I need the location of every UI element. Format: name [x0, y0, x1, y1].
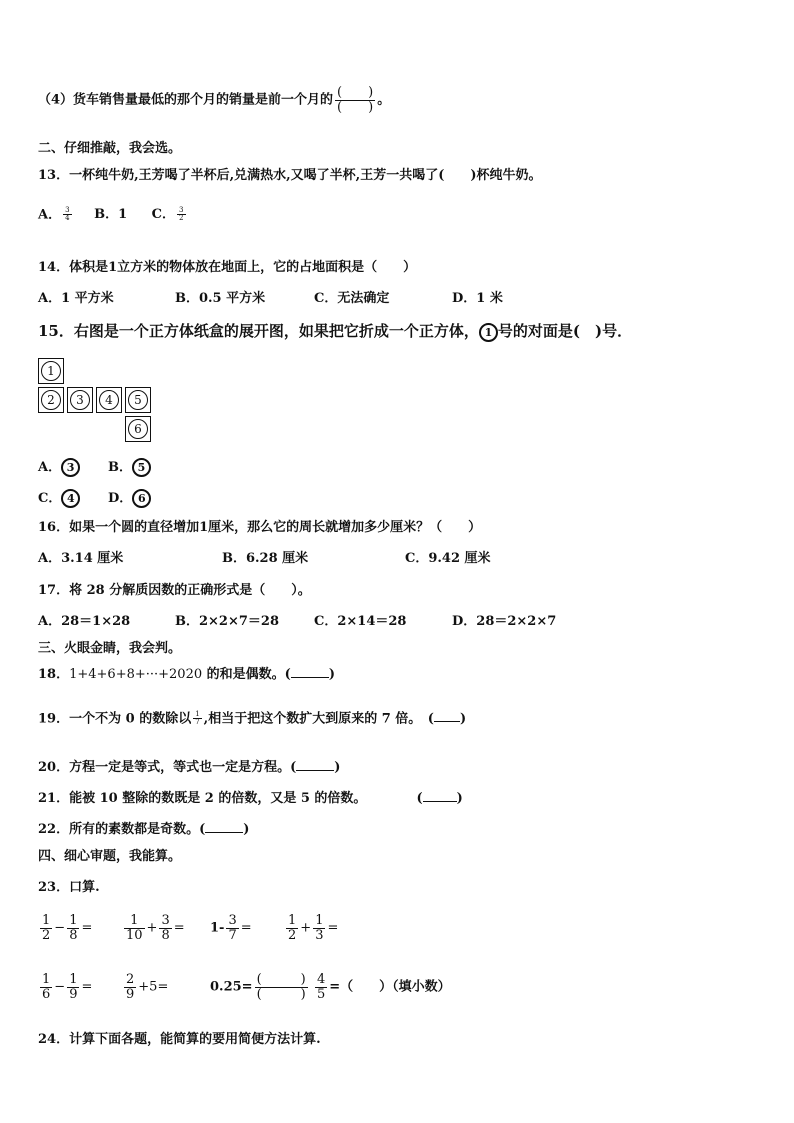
- question-14-option-d: D．1 米: [452, 291, 503, 306]
- operand: 1-: [210, 920, 225, 936]
- paren: ): [459, 711, 467, 727]
- numerator: ( ): [256, 972, 306, 987]
- question-16-option-c: C．9.42 厘米: [405, 551, 491, 566]
- question-text: ,相当于把这个数扩大到原来的 7 倍。 (: [203, 711, 434, 727]
- paren: ): [243, 822, 250, 837]
- denominator: 4: [65, 214, 70, 223]
- answer-blank[interactable]: [423, 801, 457, 802]
- question-17-option-d: D．28＝2×2×7: [452, 614, 557, 629]
- equals: =: [81, 920, 93, 936]
- mental-math-6: [122, 973, 168, 1001]
- question-15-option-a: [38, 458, 80, 477]
- question-17: 17．将 28 分解质因数的正确形式是（ ）。: [38, 583, 311, 598]
- question-17-option-b: B．2×2×7＝28: [175, 614, 280, 629]
- math-expression: 1+4+6+8+···+2020: [69, 667, 203, 682]
- circled-number: 4: [61, 489, 80, 508]
- question-16: 16．如果一个圆的直径增加1厘米，那么它的周长就增加多少厘米？（ ）: [38, 520, 482, 535]
- option-label: C．: [38, 491, 62, 506]
- numerator: 3: [161, 913, 170, 928]
- denominator: 9: [69, 986, 78, 1002]
- numerator: 1: [195, 710, 200, 718]
- fraction-one-seventh: [193, 711, 201, 727]
- denominator: 3: [315, 927, 324, 943]
- circled-number: 5: [132, 458, 151, 477]
- question-text: 22．所有的素数都是奇数。(: [38, 822, 206, 837]
- numerator: 3: [65, 206, 70, 214]
- denominator: ( ): [337, 99, 374, 115]
- equals: =: [327, 920, 339, 936]
- question-text: 号的对面是( )号．: [497, 322, 633, 340]
- question-14-option-b: B．0.5 平方米: [175, 291, 266, 306]
- mental-math-5: [38, 973, 92, 1001]
- question-text: （4）货车销售量最低的那个月的销量是前一个月的: [38, 92, 334, 108]
- numerator: 1: [130, 913, 139, 928]
- mental-math-4: [284, 914, 338, 942]
- equals: =: [240, 920, 252, 936]
- question-17-option-a: A．28＝1×28: [38, 614, 131, 629]
- numerator: 1: [42, 972, 51, 987]
- numerator: 1: [69, 972, 78, 987]
- face-number: 6: [128, 419, 148, 439]
- question-23-title: 23．口算.: [38, 880, 100, 895]
- option-a-label: A．: [38, 207, 62, 223]
- fraction-blank: [335, 86, 375, 114]
- question-number: 18．: [38, 667, 70, 682]
- operator: +5=: [138, 979, 169, 995]
- numerator: 2: [126, 972, 135, 987]
- fraction: [40, 914, 52, 942]
- mental-math-1: [38, 914, 92, 942]
- answer-blank[interactable]: [296, 770, 334, 771]
- question-24: 24．计算下面各题，能简算的要用简便方法计算.: [38, 1032, 321, 1047]
- numerator: 3: [179, 206, 184, 214]
- fraction: [286, 914, 298, 942]
- denominator: 7: [195, 718, 200, 727]
- numerator: 4: [317, 972, 326, 987]
- section-4-heading: 四、细心审题，我能算。: [38, 849, 182, 864]
- question-16-option-a: A．3.14 厘米: [38, 551, 124, 566]
- circled-number: 1: [479, 323, 498, 342]
- question-15-option-d: [108, 489, 151, 508]
- operator: −: [54, 979, 66, 995]
- numerator: 1: [42, 913, 51, 928]
- question-19: [38, 711, 466, 727]
- net-face-6: [125, 416, 151, 442]
- fraction: [315, 973, 327, 1001]
- paren: ): [334, 760, 341, 775]
- question-text: 19．一个不为 0 的数除以: [38, 711, 192, 727]
- question-13: 13．一杯纯牛奶,王芳喝了半杯后,兑满热水,又喝了半杯,王芳一共喝了( )杯纯牛奶。: [38, 168, 542, 183]
- fraction: [67, 914, 79, 942]
- punctuation: 。: [377, 92, 391, 108]
- operator: +: [146, 920, 158, 936]
- net-face-5: [125, 387, 151, 413]
- numerator: 1: [315, 913, 324, 928]
- question-21: [38, 791, 463, 807]
- section-3-heading: 三、火眼金睛，我会判。: [38, 641, 182, 656]
- question-text: 21．能被 10 整除的数既是 2 的倍数，又是 5 的倍数。: [38, 791, 367, 806]
- mental-math-3: [210, 914, 252, 942]
- face-number: 1: [41, 361, 61, 381]
- option-b: B．1: [94, 207, 128, 223]
- question-text: 15．右图是一个正方体纸盒的展开图，如果把它折成一个正方体，: [38, 322, 479, 340]
- denominator: 5: [317, 986, 326, 1002]
- question-text: 的和是偶数。(: [202, 667, 291, 682]
- question-14-option-c: C．无法确定: [314, 291, 390, 306]
- option-c-fraction: [177, 207, 185, 223]
- fraction: [313, 914, 325, 942]
- question-17-option-c: C．2×14＝28: [314, 614, 407, 629]
- paren: ): [328, 667, 335, 682]
- question-22: [38, 822, 249, 838]
- face-number: 4: [99, 390, 119, 410]
- denominator: 6: [42, 986, 51, 1002]
- cube-net-diagram: [38, 358, 154, 442]
- denominator: 10: [126, 927, 143, 943]
- answer-blank[interactable]: [434, 721, 460, 722]
- circled-number: 6: [132, 489, 151, 508]
- question-18: [38, 667, 335, 683]
- denominator: 2: [179, 214, 184, 223]
- question-text: 20．方程一定是等式，等式也一定是方程。(: [38, 760, 297, 775]
- denominator: 9: [126, 986, 135, 1002]
- question-15: [38, 322, 632, 342]
- question-14-option-a: A．1 平方米: [38, 291, 114, 306]
- denominator: 8: [69, 927, 78, 943]
- denominator: 2: [288, 927, 297, 943]
- question-12-part-4: [38, 86, 390, 114]
- option-label: B．: [108, 460, 132, 475]
- fraction: [67, 973, 79, 1001]
- option-a-fraction: [63, 207, 71, 223]
- denominator: 8: [161, 927, 170, 943]
- face-number: 5: [128, 390, 148, 410]
- section-2-heading: 二、仔细推敲，我会选。: [38, 141, 182, 156]
- answer-blank[interactable]: [205, 832, 243, 833]
- denominator: 2: [42, 927, 51, 943]
- mental-math-8: [313, 973, 451, 1001]
- option-c-label: C．: [151, 207, 176, 223]
- face-number: 2: [41, 390, 61, 410]
- paren: (: [416, 791, 423, 806]
- net-face-1: [38, 358, 64, 384]
- fraction: [40, 973, 52, 1001]
- denominator: ( ): [256, 986, 306, 1002]
- face-number: 3: [70, 390, 90, 410]
- denominator: 7: [228, 927, 237, 943]
- numerator: 1: [288, 913, 297, 928]
- fraction: [226, 914, 238, 942]
- numerator: 1: [69, 913, 78, 928]
- fraction-blank: [255, 973, 308, 1001]
- mental-math-2: [122, 914, 185, 942]
- equals: =: [81, 979, 93, 995]
- option-label: A．: [38, 460, 62, 475]
- mental-math-7: [210, 973, 310, 1001]
- operator: −: [54, 920, 66, 936]
- answer-prompt: =（ ）（填小数）: [329, 979, 451, 995]
- circled-number: 3: [61, 458, 80, 477]
- fraction: [124, 973, 136, 1001]
- question-14: 14．体积是1立方米的物体放在地面上，它的占地面积是（ ）: [38, 260, 417, 275]
- question-13-options: [38, 207, 188, 223]
- question-15-option-c: [38, 489, 80, 508]
- operand: 0.25=: [210, 979, 253, 995]
- net-face-2: [38, 387, 64, 413]
- question-15-option-b: [108, 458, 151, 477]
- equals: =: [173, 920, 185, 936]
- numerator: 3: [228, 913, 237, 928]
- fraction: [159, 914, 171, 942]
- operator: +: [300, 920, 312, 936]
- answer-blank[interactable]: [291, 677, 329, 678]
- question-16-option-b: B．6.28 厘米: [222, 551, 309, 566]
- net-face-4: [96, 387, 122, 413]
- paren: ): [456, 791, 463, 806]
- fraction: [124, 914, 145, 942]
- question-20: [38, 760, 340, 776]
- numerator: ( ): [337, 85, 374, 100]
- net-face-3: [67, 387, 93, 413]
- option-label: D．: [108, 491, 133, 506]
